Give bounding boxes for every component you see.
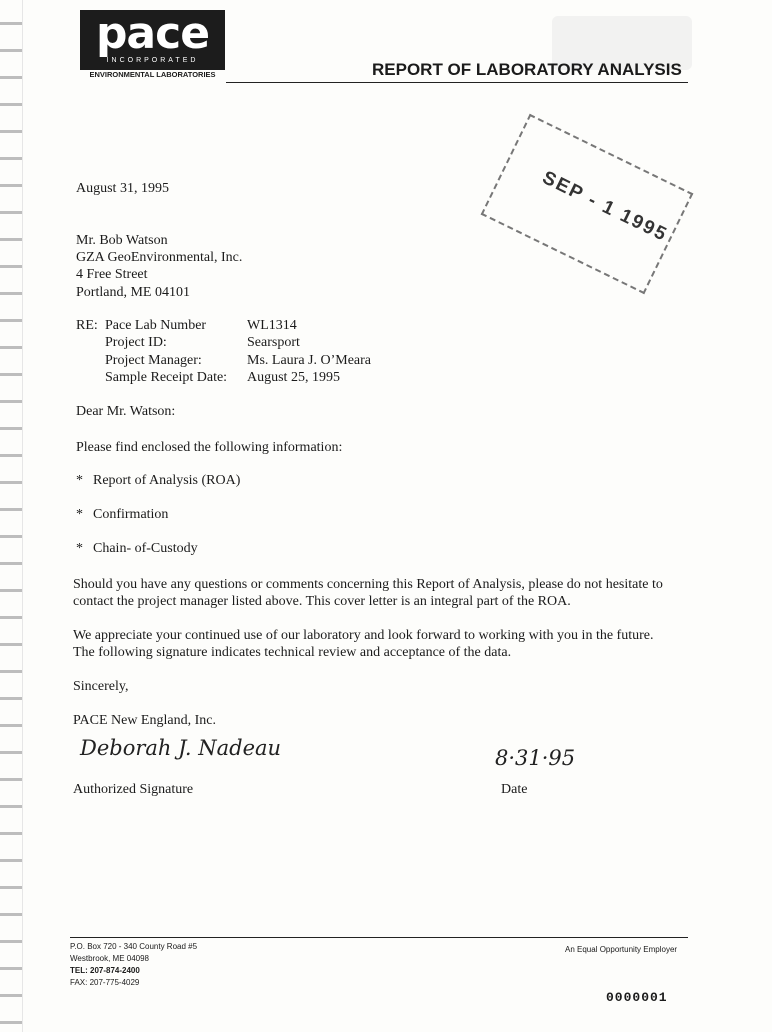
enclosure-item: Report of Analysis (ROA) xyxy=(93,473,241,488)
logo-tagline: ENVIRONMENTAL LABORATORIES xyxy=(89,70,216,79)
header-rule xyxy=(226,82,688,83)
re-row-value: WL1314 xyxy=(247,318,297,333)
pace-logo xyxy=(80,10,225,70)
stamp-date: SEP - 1 1995 xyxy=(538,167,672,247)
salutation: Dear Mr. Watson: xyxy=(76,404,176,419)
logo-subtext: INCORPORATED xyxy=(106,57,199,64)
received-stamp xyxy=(481,114,694,294)
enclosure-item: Chain- of-Custody xyxy=(93,541,198,556)
recipient-name: Mr. Bob Watson xyxy=(76,233,168,248)
re-row-value: August 25, 1995 xyxy=(247,370,340,385)
paragraph-questions-line1: Should you have any questions or comments concerning this Report of Analysis, please do not hesitate to xyxy=(73,577,663,592)
recipient-company: GZA GeoEnvironmental, Inc. xyxy=(76,250,243,265)
paragraph-appreciation-line1: We appreciate your continued use of our laboratory and look forward to working with you in the future. xyxy=(73,628,654,643)
recipient-city: Portland, ME 04101 xyxy=(76,285,190,300)
re-label: RE: xyxy=(76,318,98,333)
footer-address-line2: Westbrook, ME 04098 xyxy=(70,954,150,963)
paragraph-appreciation-line2: The following signature indicates technical review and acceptance of the data. xyxy=(73,645,512,660)
footer-telephone: TEL: 207-874-2400 xyxy=(70,966,140,975)
enclosure-item: Confirmation xyxy=(93,507,169,522)
handwritten-date: 8·31·95 xyxy=(495,746,576,770)
organization: PACE New England, Inc. xyxy=(73,713,216,728)
re-row-label: Pace Lab Number xyxy=(105,318,207,333)
report-title: REPORT OF LABORATORY ANALYSIS xyxy=(372,60,682,79)
page-number: 0000001 xyxy=(606,990,668,1005)
intro-line: Please find enclosed the following information: xyxy=(76,440,343,455)
re-row-label: Project ID: xyxy=(105,335,167,350)
bullet-marker: * xyxy=(76,473,83,488)
date-label: Date xyxy=(501,782,528,797)
handwritten-signature: Deborah J. Nadeau xyxy=(80,736,282,760)
footer-address-line1: P.O. Box 720 - 340 County Road #5 xyxy=(70,942,198,951)
logo-wordmark: pace xyxy=(95,8,210,59)
re-row-label: Project Manager: xyxy=(105,353,202,368)
re-row-value: Searsport xyxy=(247,335,300,350)
recipient-street: 4 Free Street xyxy=(76,267,148,282)
letter-date: August 31, 1995 xyxy=(76,181,169,196)
signature-label: Authorized Signature xyxy=(73,782,194,797)
closing: Sincerely, xyxy=(73,679,129,694)
spiral-binding xyxy=(0,0,23,1032)
paragraph-questions-line2: contact the project manager listed above. This cover letter is an integral part of the ROA. xyxy=(73,594,571,609)
footer-fax: FAX: 207-775-4029 xyxy=(70,978,140,987)
footer-rule xyxy=(70,937,688,938)
re-row-label: Sample Receipt Date: xyxy=(105,370,228,385)
bullet-marker: * xyxy=(76,541,83,556)
equal-opportunity-note: An Equal Opportunity Employer xyxy=(565,945,678,954)
re-row-value: Ms. Laura J. O’Meara xyxy=(247,353,372,368)
bullet-marker: * xyxy=(76,507,83,522)
